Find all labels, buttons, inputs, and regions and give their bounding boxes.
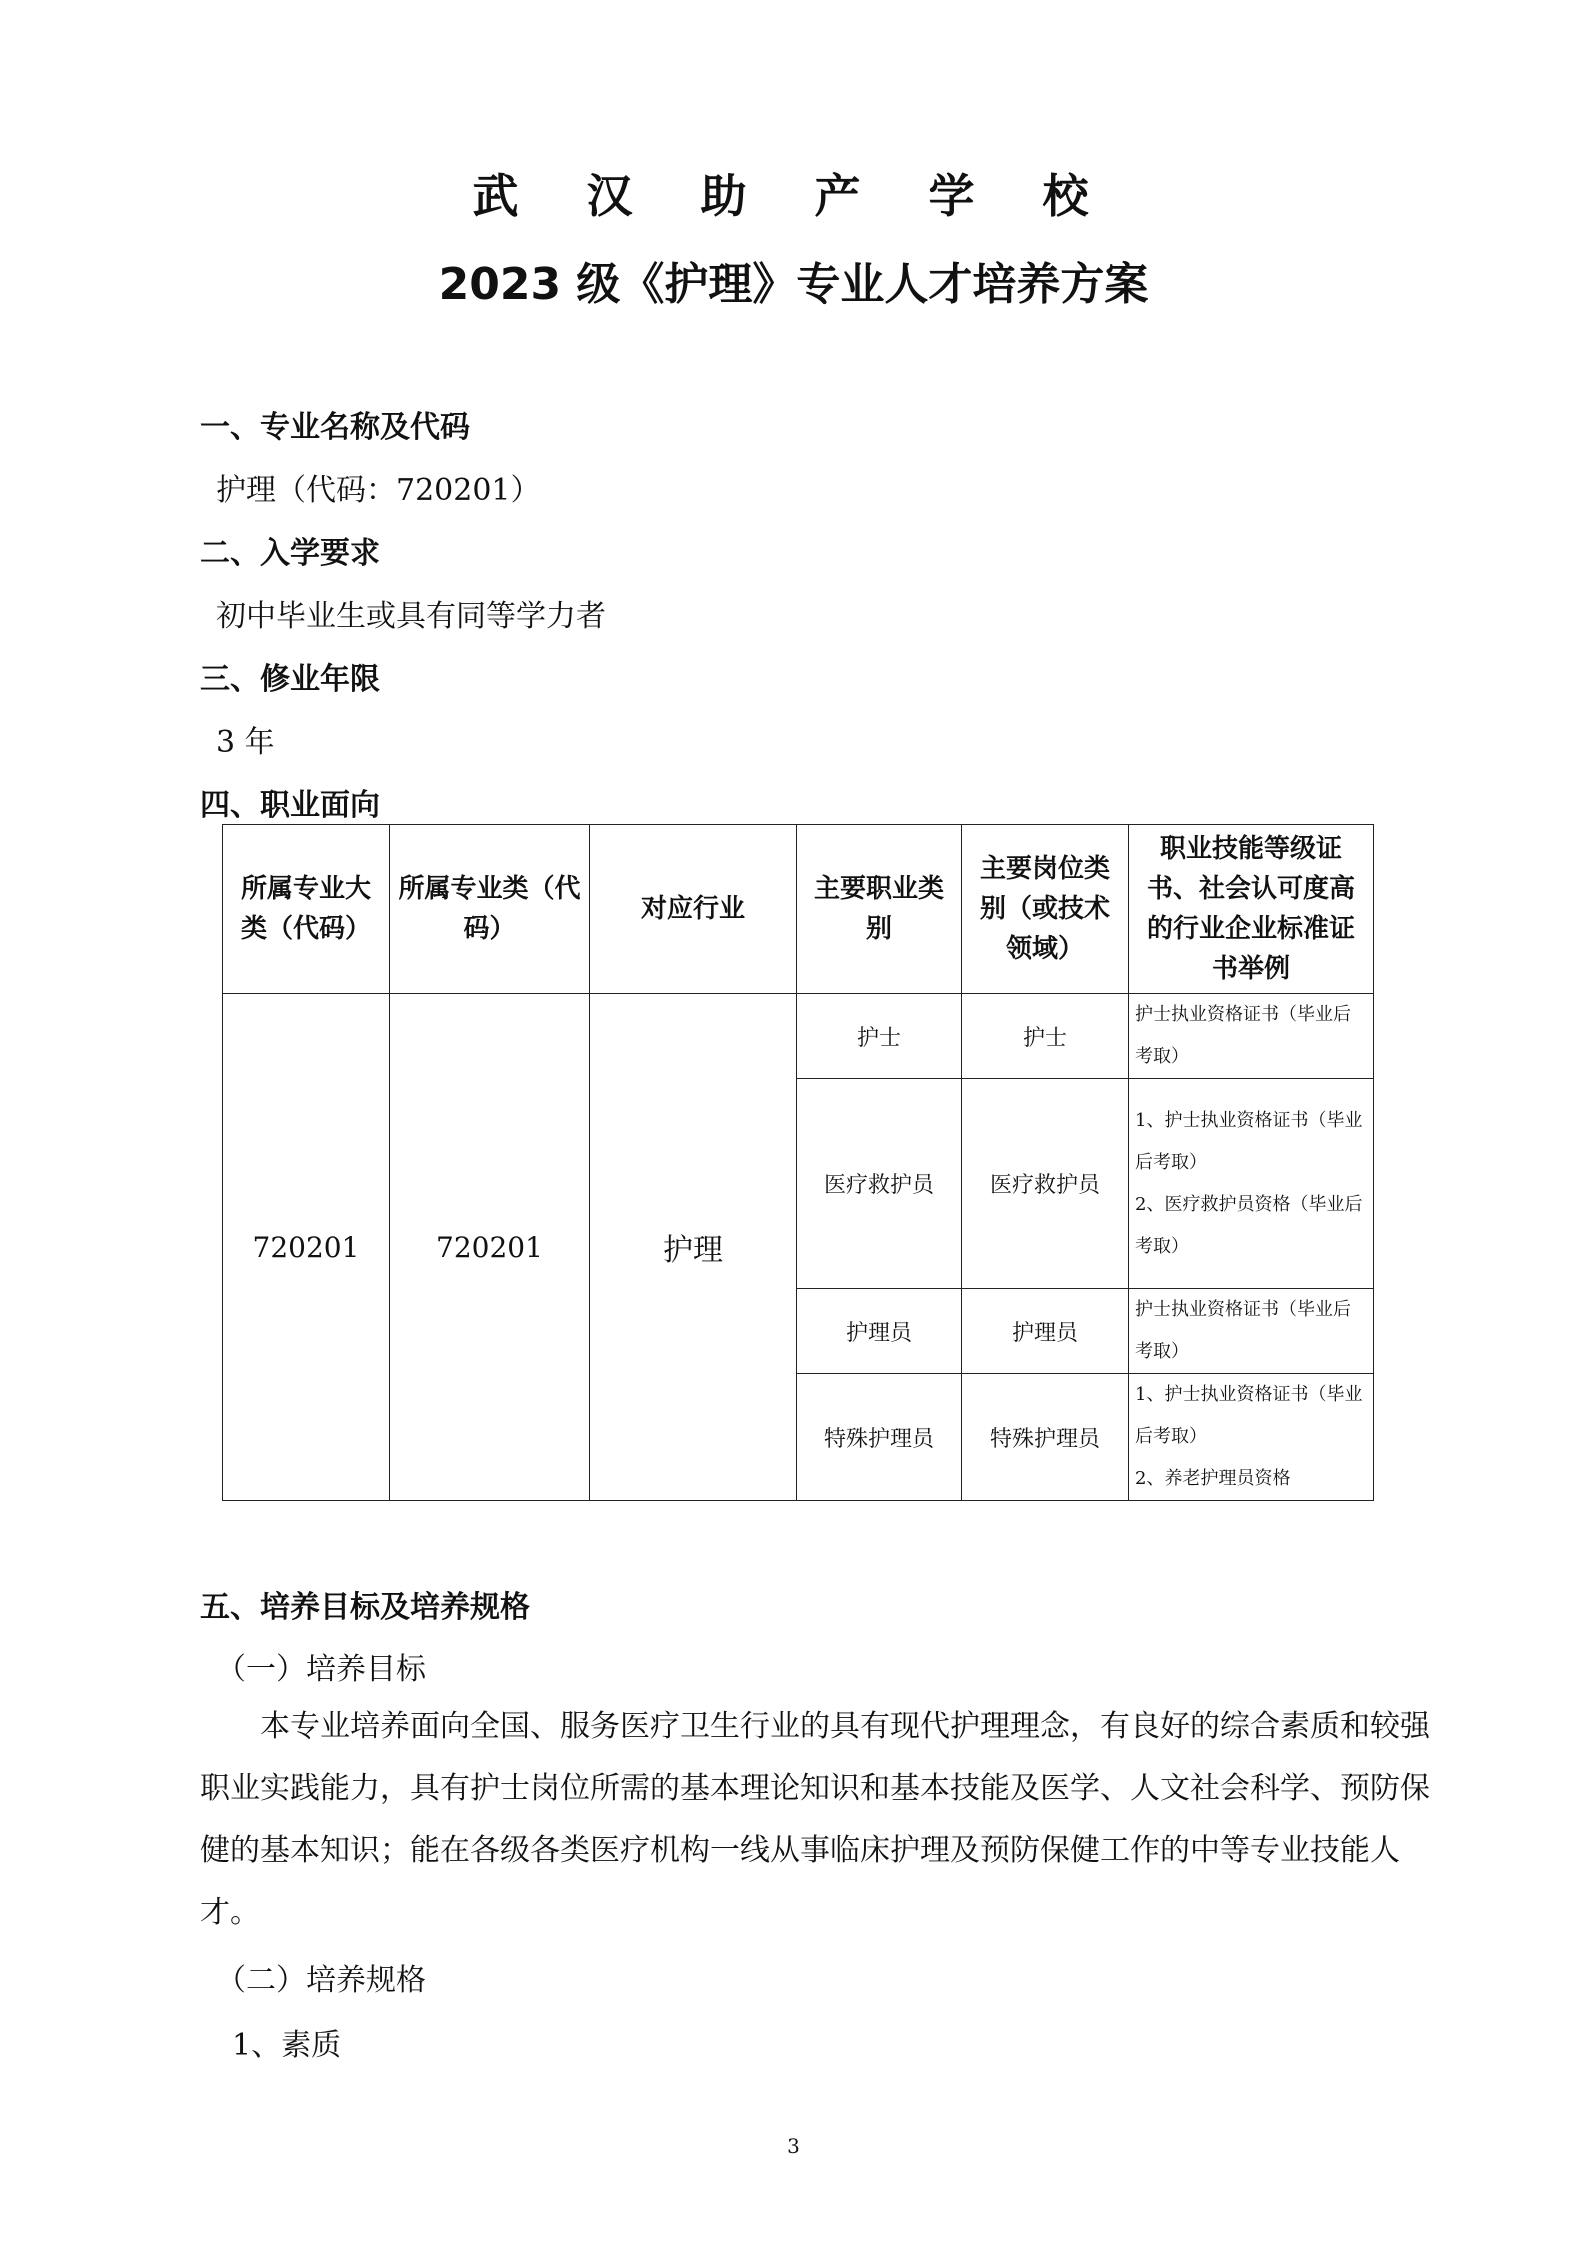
post-cell: 护理员 xyxy=(962,1289,1129,1374)
section-5-item1: 1、素质 xyxy=(232,2028,342,2063)
cert-cell xyxy=(1129,1374,1374,1501)
cert-cell xyxy=(1129,1289,1374,1374)
section-4-heading: 四、职业面向 xyxy=(200,788,380,823)
header-industry: 对应行业 xyxy=(590,825,797,994)
section-2-heading: 二、入学要求 xyxy=(200,536,380,571)
training-goal-paragraph: 本专业培养面向全国、服务医疗卫生行业的具有现代护理理念，有良好的综合素质和较强职业实践能力，具有护士岗位所需的基本理论知识和基本技能及医学、人文社会科学、预防保健的基本知识；能在各级各类医疗机构一线从事临床护理及预防保健工作的中等专业技能人才。 xyxy=(200,1709,1430,1930)
occupation-table xyxy=(222,824,1374,1501)
section-1-content: 护理（代码：720201） xyxy=(216,473,541,508)
cert-item: 护士执业资格证书（毕业后考取） xyxy=(1135,1004,1351,1067)
section-3-content: 3 年 xyxy=(216,725,275,760)
cert-cell xyxy=(1129,994,1374,1079)
school-title: 武 汉 助 产 学 校 xyxy=(472,169,1115,223)
cert-item: 护士执业资格证书（毕业后考取） xyxy=(1135,1299,1351,1362)
cert-item: 1、护士执业资格证书（毕业后考取） xyxy=(1135,1109,1363,1173)
section-5-heading: 五、培养目标及培养规格 xyxy=(200,1590,530,1625)
industry-cell: 护理 xyxy=(590,994,797,1501)
cert-item: 1、护士执业资格证书（毕业后考取） xyxy=(1135,1384,1363,1447)
occupation-cell: 医疗救护员 xyxy=(797,1079,962,1289)
plan-title: 2023 级《护理》专业人才培养方案 xyxy=(438,259,1149,310)
header-major-category: 所属专业大类（代码） xyxy=(223,825,390,994)
section-1-heading: 一、专业名称及代码 xyxy=(200,410,470,445)
post-cell: 护士 xyxy=(962,994,1129,1079)
occupation-cell: 护士 xyxy=(797,994,962,1079)
page-number: 3 xyxy=(787,2134,800,2158)
section-5-sub1: （一）培养目标 xyxy=(216,1652,426,1687)
cert-cell xyxy=(1129,1079,1374,1289)
post-cell: 特殊护理员 xyxy=(962,1374,1129,1501)
header-certificates: 职业技能等级证书、社会认可度高的行业企业标准证书举例 xyxy=(1129,825,1374,994)
section-5-sub2: （二）培养规格 xyxy=(216,1963,426,1998)
section-2-content: 初中毕业生或具有同等学力者 xyxy=(216,599,606,634)
major-class-cell: 720201 xyxy=(390,994,590,1501)
header-major-class: 所属专业类（代码） xyxy=(390,825,590,994)
major-category-cell: 720201 xyxy=(223,994,390,1501)
header-post: 主要岗位类别（或技术领域） xyxy=(962,825,1129,994)
header-occupation: 主要职业类别 xyxy=(797,825,962,994)
occupation-cell: 护理员 xyxy=(797,1289,962,1374)
cert-item: 2、医疗救护员资格（毕业后考取） xyxy=(1135,1193,1363,1257)
table-row xyxy=(223,994,1374,1079)
table-header-row xyxy=(223,825,1374,994)
cert-item: 2、养老护理员资格 xyxy=(1135,1468,1291,1489)
occupation-cell: 特殊护理员 xyxy=(797,1374,962,1501)
section-3-heading: 三、修业年限 xyxy=(200,662,380,697)
post-cell: 医疗救护员 xyxy=(962,1079,1129,1289)
